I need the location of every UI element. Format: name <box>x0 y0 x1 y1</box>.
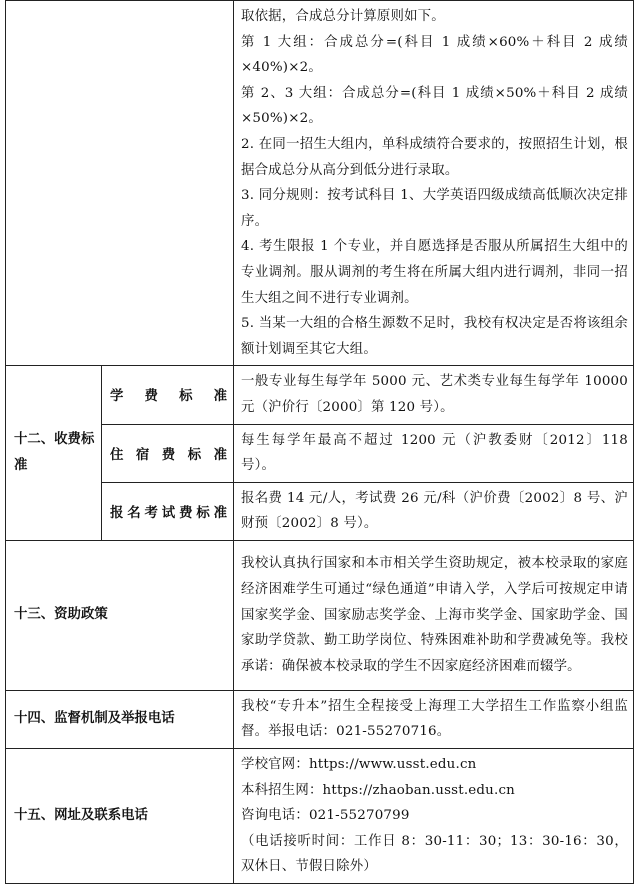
exam-fee-label: 报名考试费标准 <box>110 505 227 521</box>
fee-text-cell <box>234 482 634 540</box>
fees-section-label: 十二、收费标准 <box>14 432 95 474</box>
rules-line: 4. 考生限报 1 个专业，并自愿选择是否服从所属招生大组中的专业调剂。服从调剂的考生将在所属大组内进行调剂，非同一招生大组之间不进行专业调剂。 <box>241 239 628 306</box>
aid-section-label: 十三、资助政策 <box>14 607 108 623</box>
empty-label-cell <box>6 1 234 366</box>
fee-label-cell <box>102 424 234 482</box>
official-site-line: 学校官网：https://www.usst.edu.cn <box>241 757 477 773</box>
fee-text-cell <box>234 424 634 482</box>
supervision-text-cell <box>234 690 634 748</box>
rules-line: 第 1 大组：合成总分=(科目 1 成绩×60%＋科目 2 成绩×40%)×2。 <box>241 34 628 76</box>
dorm-fee-label: 住宿费标准 <box>110 447 227 463</box>
tuition-text: 一般专业每生每学年 5000 元、艺术类专业每生每学年 10000 元（沪价行〔2000〕第 120 号）。 <box>241 374 628 415</box>
contact-section-label: 十五、网址及联系电话 <box>14 808 148 824</box>
supervision-label-cell <box>6 690 234 748</box>
contact-row <box>6 749 634 884</box>
rules-line: 2. 在同一招生大组内，单科成绩符合要求的，按照招生计划，根据合成总分从高分到低分进行录取。 <box>241 136 628 178</box>
phone-hours-line: （电话接听时间：工作日 8：30-11：30；13：30-16：30，双休日、节假日除外） <box>241 833 628 875</box>
contact-label-cell <box>6 749 234 884</box>
aid-label-cell <box>6 540 234 690</box>
tuition-label: 学费标准 <box>110 389 227 405</box>
fee-text-cell <box>234 366 634 424</box>
rules-line: 第 2、3 大组：合成总分=(科目 1 成绩×50%＋科目 2 成绩×50%)×2。 <box>241 85 628 127</box>
contact-text-cell <box>234 749 634 884</box>
fee-row <box>6 366 634 424</box>
dorm-fee-text: 每生每学年最高不超过 1200 元（沪教委财〔2012〕118 号）。 <box>241 432 628 474</box>
consult-phone-line: 咨询电话：021-55270799 <box>241 808 410 824</box>
admission-rules-cell <box>234 1 634 366</box>
aid-row <box>6 540 634 690</box>
rules-line: 3. 同分规则：按考试科目 1、大学英语四级成绩高低顺次决定排序。 <box>241 188 628 229</box>
contact-text <box>234 749 633 883</box>
aid-text-cell <box>234 540 634 690</box>
rules-line: 5. 当某一大组的合格生源数不足时，我校有权决定是否将该组余额计划调至其它大组。 <box>241 316 628 357</box>
aid-text: 我校认真执行国家和本市相关学生资助规定，被本校录取的家庭经济困难学生可通过“绿色通道”申请入学，入学后可按规定申请国家奖学金、国家励志奖学金、上海市奖学金、国家助学金、国家助学贷款、勤工助学岗位、特殊困难补助和学费减免等。我校承诺：确保被本校录取的学生不因家庭经济困难而辍学。 <box>241 556 628 674</box>
admissions-site-line: 本科招生网：https://zhaoban.usst.edu.cn <box>241 782 515 798</box>
fees-section-cell <box>6 366 102 541</box>
rules-line: 取依据，合成总分计算原则如下。 <box>241 9 445 24</box>
admission-rules-row <box>6 1 634 366</box>
supervision-section-label: 十四、监督机制及举报电话 <box>14 711 175 727</box>
supervision-row <box>6 690 634 748</box>
fee-label-cell <box>102 482 234 540</box>
admission-info-table <box>5 0 634 884</box>
admission-rules-text <box>234 1 633 365</box>
supervision-text: 我校“专升本”招生全程接受上海理工大学招生工作监察小组监督。举报电话：021-55270716。 <box>241 698 628 740</box>
fee-label-cell <box>102 366 234 424</box>
exam-fee-text: 报名费 14 元/人，考试费 26 元/科（沪价费〔2002〕8 号、沪财预〔2002〕8 号）。 <box>241 490 628 532</box>
